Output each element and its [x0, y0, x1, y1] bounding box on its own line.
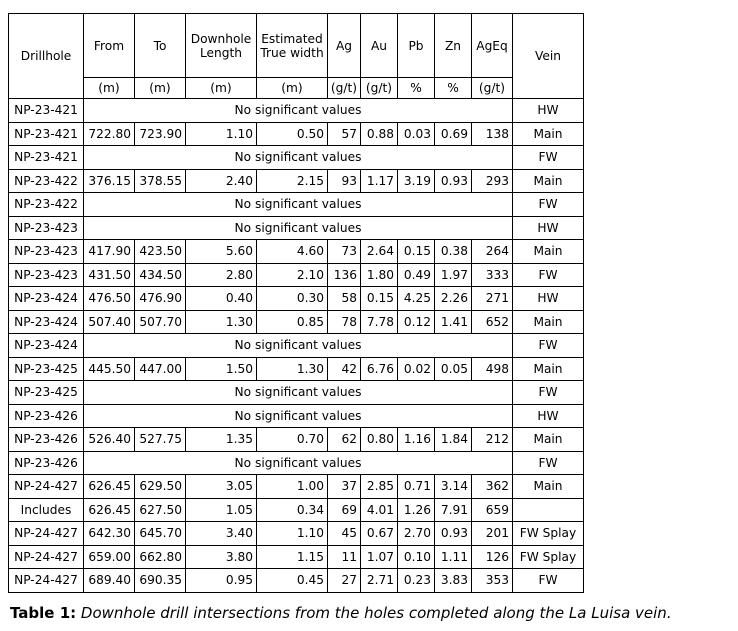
value-cell: 476.90: [135, 287, 186, 311]
column-header-line: To: [153, 38, 167, 53]
value-cell: 0.38: [435, 240, 472, 264]
vein-cell: FW: [513, 334, 584, 358]
value-cell: 353: [472, 569, 513, 593]
column-header-line: Drillhole: [20, 49, 72, 63]
table-header: [9, 14, 584, 99]
table-row: [9, 310, 584, 334]
drillhole-cell: NP-23-422: [9, 193, 84, 217]
value-cell: 78: [328, 310, 361, 334]
unit-cell: (m): [135, 78, 186, 99]
unit-cell: (m): [186, 78, 257, 99]
value-cell: 0.34: [257, 498, 328, 522]
unit-cell: (m): [84, 78, 135, 99]
drillhole-cell: NP-23-421: [9, 99, 84, 123]
table-row: [9, 357, 584, 381]
vein-cell: FW: [513, 451, 584, 475]
value-cell: 659: [472, 498, 513, 522]
vein-cell: Main: [513, 310, 584, 334]
vein-cell: Main: [513, 475, 584, 499]
value-cell: 2.80: [186, 263, 257, 287]
value-cell: 0.23: [398, 569, 435, 593]
drillhole-cell: NP-23-426: [9, 428, 84, 452]
column-header-line: AgEq: [476, 38, 508, 53]
table-row: [9, 334, 584, 358]
table-row: [9, 522, 584, 546]
value-cell: 0.02: [398, 357, 435, 381]
value-cell: 2.71: [361, 569, 398, 593]
value-cell: 376.15: [84, 169, 135, 193]
table-row: [9, 287, 584, 311]
value-cell: 0.30: [257, 287, 328, 311]
column-header-line: Pb: [408, 38, 424, 53]
table-row: [9, 545, 584, 569]
value-cell: 2.64: [361, 240, 398, 264]
value-cell: 201: [472, 522, 513, 546]
column-header: [472, 14, 513, 78]
value-cell: 0.03: [398, 122, 435, 146]
drillhole-cell: NP-23-421: [9, 122, 84, 146]
value-cell: 476.50: [84, 287, 135, 311]
no-significant-values-cell: No significant values: [84, 451, 513, 475]
drillhole-cell: NP-23-421: [9, 146, 84, 170]
value-cell: 689.40: [84, 569, 135, 593]
value-cell: 0.10: [398, 545, 435, 569]
vein-cell: FW: [513, 263, 584, 287]
value-cell: 507.40: [84, 310, 135, 334]
value-cell: 3.19: [398, 169, 435, 193]
value-cell: 1.97: [435, 263, 472, 287]
value-cell: 138: [472, 122, 513, 146]
value-cell: 1.30: [257, 357, 328, 381]
value-cell: 722.80: [84, 122, 135, 146]
value-cell: 1.17: [361, 169, 398, 193]
no-significant-values-cell: No significant values: [84, 216, 513, 240]
value-cell: 723.90: [135, 122, 186, 146]
drillhole-cell: NP-24-427: [9, 522, 84, 546]
value-cell: 0.50: [257, 122, 328, 146]
value-cell: 0.88: [361, 122, 398, 146]
value-cell: 4.25: [398, 287, 435, 311]
no-significant-values-cell: No significant values: [84, 99, 513, 123]
value-cell: 1.07: [361, 545, 398, 569]
value-cell: 0.05: [435, 357, 472, 381]
column-header: [513, 14, 584, 99]
table-row: [9, 122, 584, 146]
vein-cell: FW: [513, 569, 584, 593]
value-cell: 0.85: [257, 310, 328, 334]
value-cell: 642.30: [84, 522, 135, 546]
value-cell: 264: [472, 240, 513, 264]
value-cell: 626.45: [84, 498, 135, 522]
value-cell: 69: [328, 498, 361, 522]
column-header-line: Length: [199, 45, 243, 60]
value-cell: 362: [472, 475, 513, 499]
table-row: [9, 263, 584, 287]
column-header-line: Ag: [335, 38, 353, 53]
table-row: [9, 240, 584, 264]
vein-cell: Main: [513, 122, 584, 146]
column-header-line: Au: [370, 38, 388, 53]
value-cell: 0.15: [361, 287, 398, 311]
vein-cell: Main: [513, 357, 584, 381]
no-significant-values-cell: No significant values: [84, 381, 513, 405]
unit-cell: (g/t): [328, 78, 361, 99]
value-cell: 0.93: [435, 522, 472, 546]
value-cell: 1.26: [398, 498, 435, 522]
value-cell: 3.14: [435, 475, 472, 499]
value-cell: 447.00: [135, 357, 186, 381]
value-cell: 1.11: [435, 545, 472, 569]
table-row: [9, 169, 584, 193]
value-cell: 57: [328, 122, 361, 146]
value-cell: 0.71: [398, 475, 435, 499]
value-cell: 136: [328, 263, 361, 287]
vein-cell: Main: [513, 240, 584, 264]
value-cell: 5.60: [186, 240, 257, 264]
column-header: [361, 14, 398, 78]
header-row: [9, 14, 584, 78]
drill-results-table-container: [8, 13, 584, 593]
no-significant-values-cell: No significant values: [84, 146, 513, 170]
value-cell: 4.60: [257, 240, 328, 264]
value-cell: 6.76: [361, 357, 398, 381]
drillhole-cell: NP-23-423: [9, 216, 84, 240]
drillhole-cell: NP-23-426: [9, 404, 84, 428]
table-row: [9, 193, 584, 217]
value-cell: 526.40: [84, 428, 135, 452]
table-row: [9, 475, 584, 499]
value-cell: 2.26: [435, 287, 472, 311]
value-cell: 1.10: [186, 122, 257, 146]
value-cell: 0.40: [186, 287, 257, 311]
value-cell: 662.80: [135, 545, 186, 569]
unit-cell: (g/t): [472, 78, 513, 99]
column-header-line: Downhole: [190, 31, 252, 46]
value-cell: 0.70: [257, 428, 328, 452]
table-row: [9, 428, 584, 452]
value-cell: 2.40: [186, 169, 257, 193]
value-cell: 0.15: [398, 240, 435, 264]
drillhole-cell: NP-23-423: [9, 240, 84, 264]
value-cell: 1.00: [257, 475, 328, 499]
value-cell: 42: [328, 357, 361, 381]
caption-text: Downhole drill intersections from the holes completed along the La Luisa vein.: [80, 604, 672, 622]
vein-cell: HW: [513, 216, 584, 240]
column-header: [435, 14, 472, 78]
value-cell: 434.50: [135, 263, 186, 287]
vein-cell: [513, 498, 584, 522]
value-cell: 1.05: [186, 498, 257, 522]
column-header: [257, 14, 328, 78]
column-header-line: Zn: [444, 38, 462, 53]
value-cell: 4.01: [361, 498, 398, 522]
drillhole-cell: NP-23-424: [9, 310, 84, 334]
vein-cell: FW: [513, 146, 584, 170]
drillhole-cell: NP-23-422: [9, 169, 84, 193]
value-cell: 417.90: [84, 240, 135, 264]
value-cell: 445.50: [84, 357, 135, 381]
vein-cell: HW: [513, 287, 584, 311]
value-cell: 7.91: [435, 498, 472, 522]
table-row: [9, 569, 584, 593]
value-cell: 659.00: [84, 545, 135, 569]
column-header-line: Estimated: [261, 31, 323, 46]
value-cell: 378.55: [135, 169, 186, 193]
unit-cell: %: [435, 78, 472, 99]
column-header: [328, 14, 361, 78]
vein-cell: FW Splay: [513, 522, 584, 546]
column-header: [135, 14, 186, 78]
value-cell: 1.35: [186, 428, 257, 452]
column-header: [9, 14, 84, 99]
value-cell: 0.93: [435, 169, 472, 193]
drillhole-cell: NP-24-427: [9, 545, 84, 569]
no-significant-values-cell: No significant values: [84, 404, 513, 428]
value-cell: 1.16: [398, 428, 435, 452]
vein-cell: FW Splay: [513, 545, 584, 569]
vein-cell: FW: [513, 381, 584, 405]
no-significant-values-cell: No significant values: [84, 193, 513, 217]
caption-label: Table 1:: [10, 604, 77, 622]
unit-cell: %: [398, 78, 435, 99]
value-cell: 27: [328, 569, 361, 593]
drillhole-cell: NP-23-425: [9, 357, 84, 381]
vein-cell: Main: [513, 169, 584, 193]
value-cell: 652: [472, 310, 513, 334]
column-header: [84, 14, 135, 78]
value-cell: 2.85: [361, 475, 398, 499]
table-row: [9, 381, 584, 405]
drillhole-cell: NP-24-427: [9, 475, 84, 499]
value-cell: 3.40: [186, 522, 257, 546]
value-cell: 7.78: [361, 310, 398, 334]
vein-cell: Main: [513, 428, 584, 452]
value-cell: 527.75: [135, 428, 186, 452]
value-cell: 3.80: [186, 545, 257, 569]
value-cell: 1.10: [257, 522, 328, 546]
table-body: [9, 99, 584, 593]
drillhole-cell: NP-23-426: [9, 451, 84, 475]
value-cell: 0.49: [398, 263, 435, 287]
value-cell: 690.35: [135, 569, 186, 593]
vein-cell: HW: [513, 404, 584, 428]
units-row: [9, 78, 584, 99]
drillhole-cell: NP-23-424: [9, 287, 84, 311]
value-cell: 62: [328, 428, 361, 452]
value-cell: 0.95: [186, 569, 257, 593]
value-cell: 212: [472, 428, 513, 452]
value-cell: 1.50: [186, 357, 257, 381]
value-cell: 626.45: [84, 475, 135, 499]
value-cell: 1.80: [361, 263, 398, 287]
value-cell: 1.30: [186, 310, 257, 334]
value-cell: 0.45: [257, 569, 328, 593]
column-header: [398, 14, 435, 78]
drillhole-cell: NP-23-423: [9, 263, 84, 287]
value-cell: 0.80: [361, 428, 398, 452]
value-cell: 45: [328, 522, 361, 546]
value-cell: 93: [328, 169, 361, 193]
vein-cell: FW: [513, 193, 584, 217]
value-cell: 627.50: [135, 498, 186, 522]
table-row: [9, 498, 584, 522]
value-cell: 333: [472, 263, 513, 287]
table-row: [9, 99, 584, 123]
table-row: [9, 216, 584, 240]
value-cell: 1.15: [257, 545, 328, 569]
value-cell: 2.15: [257, 169, 328, 193]
table-row: [9, 451, 584, 475]
drillhole-cell: NP-24-427: [9, 569, 84, 593]
value-cell: 1.41: [435, 310, 472, 334]
value-cell: 645.70: [135, 522, 186, 546]
value-cell: 73: [328, 240, 361, 264]
value-cell: 507.70: [135, 310, 186, 334]
unit-cell: (g/t): [361, 78, 398, 99]
no-significant-values-cell: No significant values: [84, 334, 513, 358]
column-header: [186, 14, 257, 78]
value-cell: 0.12: [398, 310, 435, 334]
value-cell: 498: [472, 357, 513, 381]
column-header-line: Vein: [535, 49, 561, 63]
value-cell: 431.50: [84, 263, 135, 287]
value-cell: 58: [328, 287, 361, 311]
table-row: [9, 146, 584, 170]
value-cell: 1.84: [435, 428, 472, 452]
column-header-line: From: [93, 38, 125, 53]
value-cell: 3.05: [186, 475, 257, 499]
drillhole-cell: Includes: [9, 498, 84, 522]
value-cell: 271: [472, 287, 513, 311]
vein-cell: HW: [513, 99, 584, 123]
drill-results-table: [8, 13, 584, 593]
value-cell: 293: [472, 169, 513, 193]
value-cell: 37: [328, 475, 361, 499]
column-header-line: True width: [260, 45, 324, 60]
unit-cell: (m): [257, 78, 328, 99]
value-cell: 0.67: [361, 522, 398, 546]
value-cell: 126: [472, 545, 513, 569]
value-cell: 2.70: [398, 522, 435, 546]
table-row: [9, 404, 584, 428]
drillhole-cell: NP-23-424: [9, 334, 84, 358]
value-cell: 629.50: [135, 475, 186, 499]
table-caption: [10, 604, 672, 622]
value-cell: 3.83: [435, 569, 472, 593]
drillhole-cell: NP-23-425: [9, 381, 84, 405]
value-cell: 0.69: [435, 122, 472, 146]
value-cell: 423.50: [135, 240, 186, 264]
value-cell: 11: [328, 545, 361, 569]
value-cell: 2.10: [257, 263, 328, 287]
